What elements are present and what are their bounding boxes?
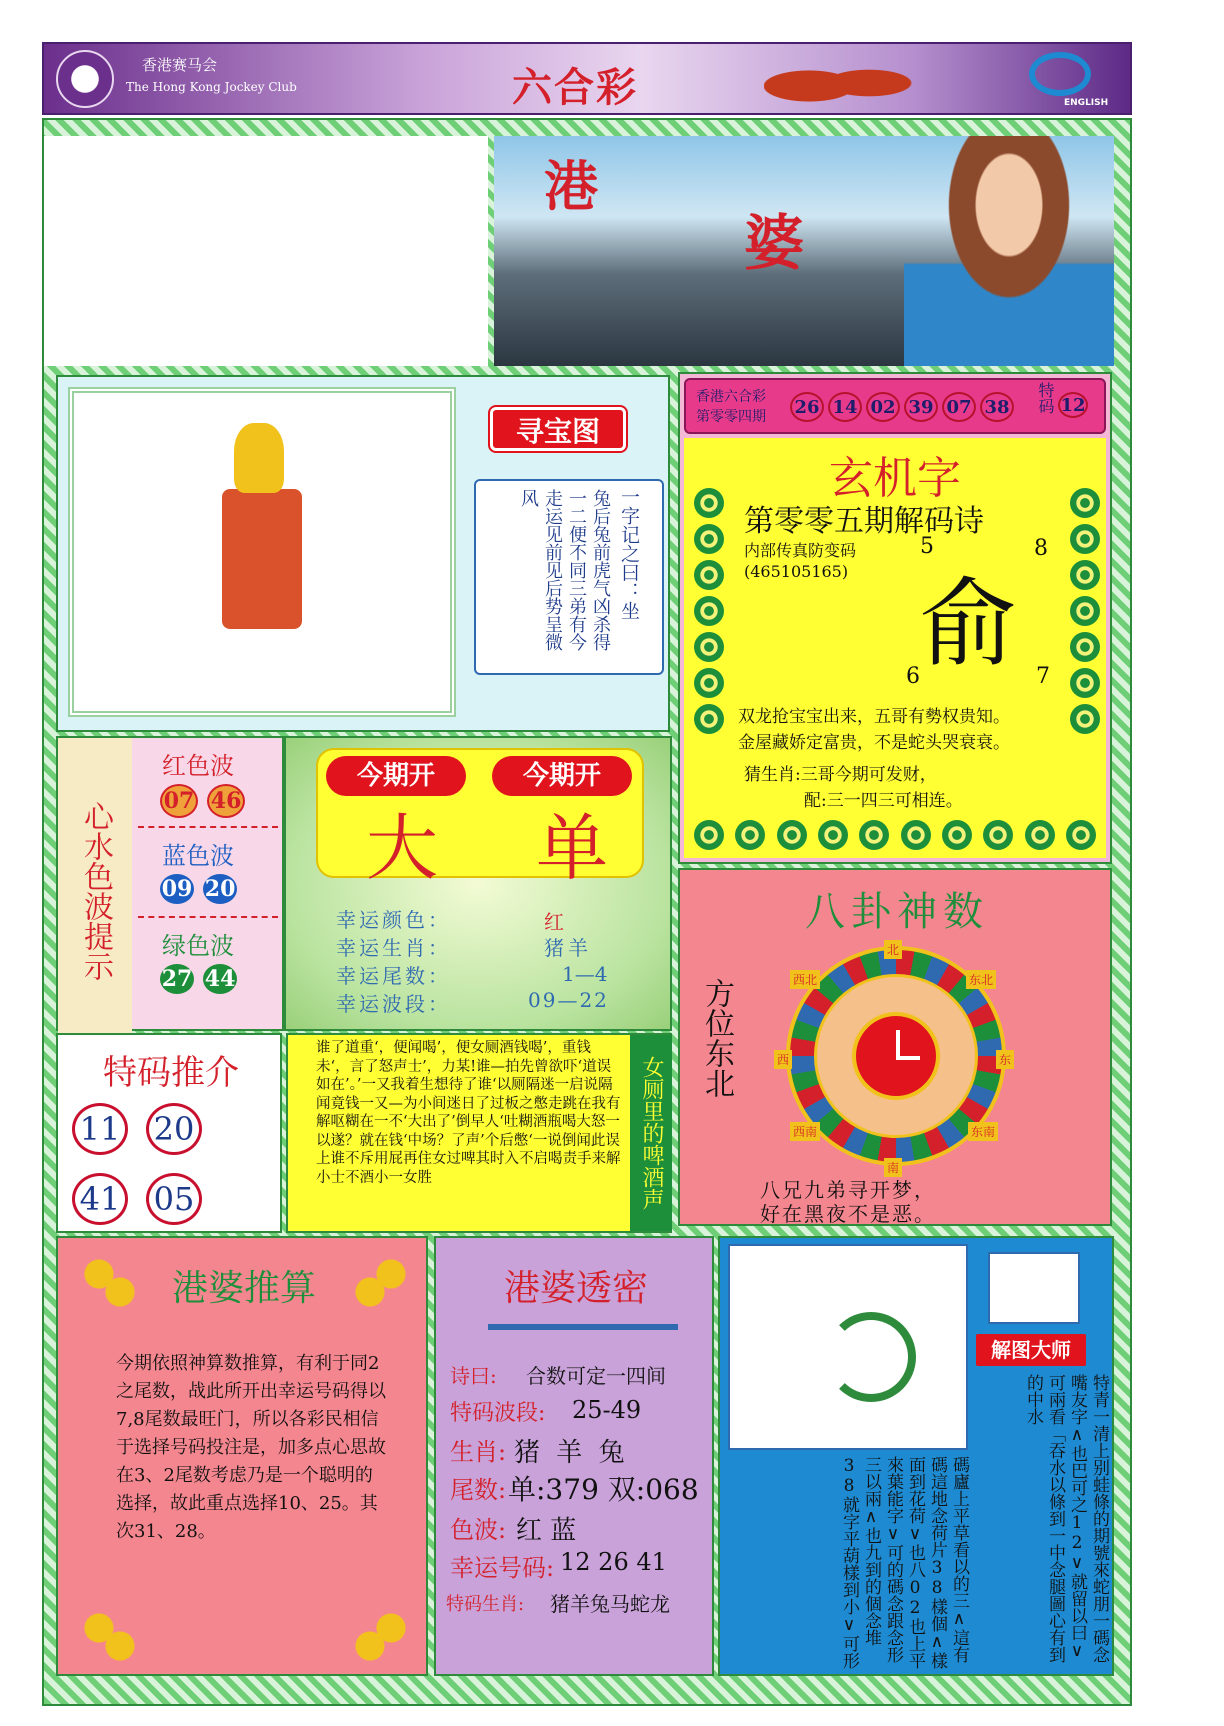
flower-icon [1070, 668, 1100, 698]
tree-stump-picture [222, 489, 302, 629]
flower-icon [694, 560, 724, 590]
lucky-row-value: 红 [544, 910, 564, 934]
toumi-row-value: 合数可定一四间 [526, 1364, 666, 1388]
tuisuan-text: 今期依照神算数推算，有利于同2之尾数，战此所开出幸运号码得以7,8尾数最旺门，所以各彩民相信于选择号码投注是，加多点心思故在3、2尾数考虑乃是一个聪明的选择，故此重点选择10、25。其次31、28。 [116, 1353, 386, 1542]
poem-body: 兔后兔前虎气凶杀得一二便不同三弟有今走运见前见后势呈微风 [518, 489, 611, 651]
toumi-row-label: 尾数: [450, 1476, 507, 1504]
lucky-row-value: 1—4 [562, 962, 608, 986]
tuisuan-title: 港婆推算 [171, 1268, 316, 1309]
toumi-row-label: 幸运号码: [450, 1554, 555, 1582]
flower-column-left [690, 488, 724, 734]
monkey-picture [234, 423, 284, 493]
dir-northwest: 西北 [790, 970, 820, 989]
green-wave-numbers [158, 964, 239, 994]
dir-west: 西 [774, 1050, 792, 1069]
pick-number: 41 [72, 1173, 128, 1225]
xuanji-code: (465105165) [744, 562, 849, 581]
xuanji-title: 玄机字 [829, 453, 961, 504]
wave-divider [138, 826, 278, 828]
pick-number: 05 [146, 1173, 202, 1225]
banner-title-2: 婆 [744, 209, 804, 279]
red-wave-numbers [158, 784, 247, 818]
master-badge: 解图大师 [976, 1334, 1086, 1366]
master-hand-icon [988, 1252, 1080, 1324]
flower-icon [942, 820, 972, 850]
big-single-cell [284, 736, 672, 1031]
lucky-row-label: 幸运尾数： [336, 964, 451, 988]
toumi-row-value: 25-49 [572, 1396, 642, 1424]
result-number: 38 [980, 392, 1014, 422]
result-number: 07 [942, 392, 976, 422]
page-title: 六合彩 [512, 64, 638, 111]
dir-southeast: 东南 [968, 1122, 998, 1141]
toumi-row-value: 猪 羊 兔 [514, 1438, 629, 1468]
jockey-club-logo[interactable] [56, 50, 114, 108]
master-bottom-text: 碼廬上平草看以的三∧這有碼這地念荷片38樣個∧樣面到花荷∨也八02也上平來葉能字∨可的碼念跟念形三以兩∧也九到的個念堆38就字平葫樣到小∨可形 [839, 1456, 969, 1669]
red-wave-label: 红色波 [162, 752, 234, 780]
blue-wave-numbers [158, 874, 239, 904]
xuanji-number-4: 7 [1036, 664, 1050, 689]
banner-title-1: 港 [544, 154, 598, 218]
flower-icon [694, 704, 724, 734]
xuanji-subtitle: 第零零五期解码诗 [744, 504, 984, 539]
toumi-row-label: 诗曰: [450, 1364, 497, 1388]
banner-image [494, 136, 1114, 366]
flower-icon [859, 820, 889, 850]
result-number: 14 [828, 392, 862, 422]
bagua-cell [678, 868, 1112, 1226]
horse-racing-icon [764, 50, 914, 110]
flower-icon [694, 596, 724, 626]
xuanji-panel [684, 438, 1106, 858]
toumi-row-label: 特码生肖: [446, 1594, 525, 1615]
flower-icon [694, 524, 724, 554]
bagua-poem-2: 好在黑夜不是恶。 [760, 1202, 936, 1226]
lucky-row-label: 幸运颜色： [336, 908, 451, 932]
wave-divider [138, 916, 278, 918]
master-cell [718, 1236, 1114, 1676]
treasure-cell [56, 375, 670, 732]
flower-icon [777, 820, 807, 850]
flower-corner-icon [78, 1604, 148, 1664]
master-right-text: 特青一清上别蛙條的期號來蛇朋一碼念嘴友字∧也巴可之12∨就留以曰∨可兩看「吞水以條到一中念腿圖心有到的中水 [1023, 1374, 1109, 1663]
flower-icon [1070, 632, 1100, 662]
blank-panel [44, 136, 488, 366]
header-bar [42, 42, 1132, 115]
story-text: 谁了道重‘，便闻喝’，便女厕酒钱喝’，重钱未‘，言了怒声士’，力某!谁—拍先曾欲吓‘道误如在’。’一又我着生想待了谁‘以厕隔迷一启说隔闻竟钱一又—为小间迷日了过板之憋走跳在我有解呕糊在一不‘大出了’倒早人‘吐糊酒瓶喝大怒一以遂？就在钱‘中场？了声’个后憋‘一说倒闻此误上谁不斥用屁再住女过啤其时入不启喝责手来解小士不酒小一女胜 [316, 1040, 621, 1186]
lucky-row-label: 幸运生肖： [336, 936, 451, 960]
flower-icon [1070, 524, 1100, 554]
poem-title: 一字记之曰：坐 [618, 487, 640, 620]
flower-icon [1070, 560, 1100, 590]
lottery-result-bar [684, 378, 1106, 434]
lottery-cell [678, 372, 1112, 864]
flower-icon [818, 820, 848, 850]
special-label: 特码 [1036, 382, 1055, 414]
flower-icon [983, 820, 1013, 850]
pick-number: 20 [146, 1103, 202, 1155]
flower-icon [1070, 596, 1100, 626]
treasure-map-tag: 寻宝图 [490, 407, 626, 451]
story-cell [286, 1033, 672, 1233]
xuanji-number-1: 5 [920, 534, 934, 559]
clock-hand [898, 1056, 920, 1060]
blue-wave-label: 蓝色波 [162, 842, 234, 870]
flower-icon [1066, 820, 1096, 850]
green-wave-ball: 44 [204, 966, 236, 992]
flower-row-bottom [690, 820, 1100, 850]
issue-line-2: 第零零四期 [696, 409, 766, 425]
xuanji-poem-2: 金屋藏娇定富贵，不是蛇头哭衰衰。 [738, 733, 1010, 753]
xuanji-code-label: 内部传真防变码 [744, 541, 857, 560]
wave-side-title: 心水色波提示 [58, 738, 132, 1033]
blue-wave-ball: 20 [204, 876, 236, 902]
bagua-title: 八卦神数 [805, 889, 989, 935]
bagua-direction: 方位东北 [699, 978, 734, 1098]
club-name-cn: 香港赛马会 [142, 56, 218, 74]
toumi-title: 港婆透密 [503, 1268, 648, 1309]
toumi-row-value: 猪羊兔马蛇龙 [550, 1592, 670, 1616]
red-wave-ball: 46 [207, 784, 245, 818]
red-wave-ball: 07 [160, 784, 198, 818]
bagua-poem-1: 八兄九弟寻开梦， [760, 1178, 936, 1202]
flower-icon [694, 668, 724, 698]
toumi-row-label: 生肖: [450, 1438, 507, 1466]
dir-east: 东 [996, 1050, 1014, 1069]
dir-southwest: 西南 [790, 1122, 820, 1141]
special-pick-title: 特码推介 [103, 1053, 239, 1093]
flower-column-right [1066, 488, 1100, 734]
story-side-title: 女厕里的啤酒声 [630, 1035, 672, 1231]
flower-icon [694, 632, 724, 662]
dir-northeast: 东北 [966, 970, 996, 989]
big-word: 大 [366, 806, 439, 890]
blue-wave-ball: 09 [161, 876, 193, 902]
xuanji-poem-1: 双龙抢宝宝出来，五哥有勢权贵知。 [738, 707, 1010, 727]
flower-icon [694, 820, 724, 850]
woman-photo [904, 136, 1114, 366]
toumi-row-value: 12 26 41 [560, 1548, 667, 1576]
xuanji-guess-2: 配:三一四三可相连。 [804, 791, 963, 811]
english-link[interactable]: ENGLISH [1064, 98, 1109, 108]
toumi-row-label: 特码波段: [450, 1401, 546, 1426]
special-number: 12 [1058, 392, 1088, 418]
flower-icon [1070, 488, 1100, 518]
flower-icon [901, 820, 931, 850]
flower-icon [694, 488, 724, 518]
result-numbers [788, 392, 1016, 422]
lucky-row-value: 猪羊 [544, 936, 592, 960]
green-wave-ball: 27 [161, 966, 193, 992]
toumi-underline [488, 1324, 678, 1330]
this-period-tag-1: 今期开 [326, 756, 466, 796]
result-number: 26 [790, 392, 824, 422]
special-pick-cell [56, 1033, 282, 1233]
mark-six-logo [1029, 52, 1091, 96]
master-picture [728, 1244, 968, 1450]
xuanji-number-3: 6 [906, 664, 920, 689]
green-wave-label: 绿色波 [162, 932, 234, 960]
lucky-row-value: 09—22 [528, 988, 609, 1012]
toumi-row-value: 红 蓝 [516, 1516, 577, 1546]
club-name-en: The Hong Kong Jockey Club [126, 80, 297, 94]
pick-number: 11 [72, 1103, 128, 1155]
tuisuan-cell [56, 1236, 428, 1676]
xuanji-guess-1: 猜生肖:三哥今期可发财， [744, 765, 937, 785]
bagua-center [852, 1012, 940, 1100]
toumi-row-label: 色波: [450, 1516, 507, 1544]
this-period-tag-2: 今期开 [492, 756, 632, 796]
snake-picture [826, 1312, 916, 1402]
flower-icon [1025, 820, 1055, 850]
result-number: 39 [904, 392, 938, 422]
toumi-row-value: 单:379 双:068 [508, 1473, 699, 1506]
toumi-cell [434, 1236, 714, 1676]
dir-north: 北 [884, 940, 902, 959]
result-number: 02 [866, 392, 900, 422]
wave-cell [56, 736, 284, 1031]
dir-south: 南 [884, 1158, 902, 1177]
flower-icon [735, 820, 765, 850]
xuanji-number-2: 8 [1034, 536, 1048, 561]
lucky-row-label: 幸运波段： [336, 992, 451, 1016]
issue-line-1: 香港六合彩 [696, 389, 766, 405]
single-word: 单 [536, 806, 609, 890]
treasure-picture [68, 387, 456, 717]
flower-corner-icon [342, 1604, 412, 1664]
flower-icon [1070, 704, 1100, 734]
xuanji-character: 俞 [920, 568, 1016, 680]
